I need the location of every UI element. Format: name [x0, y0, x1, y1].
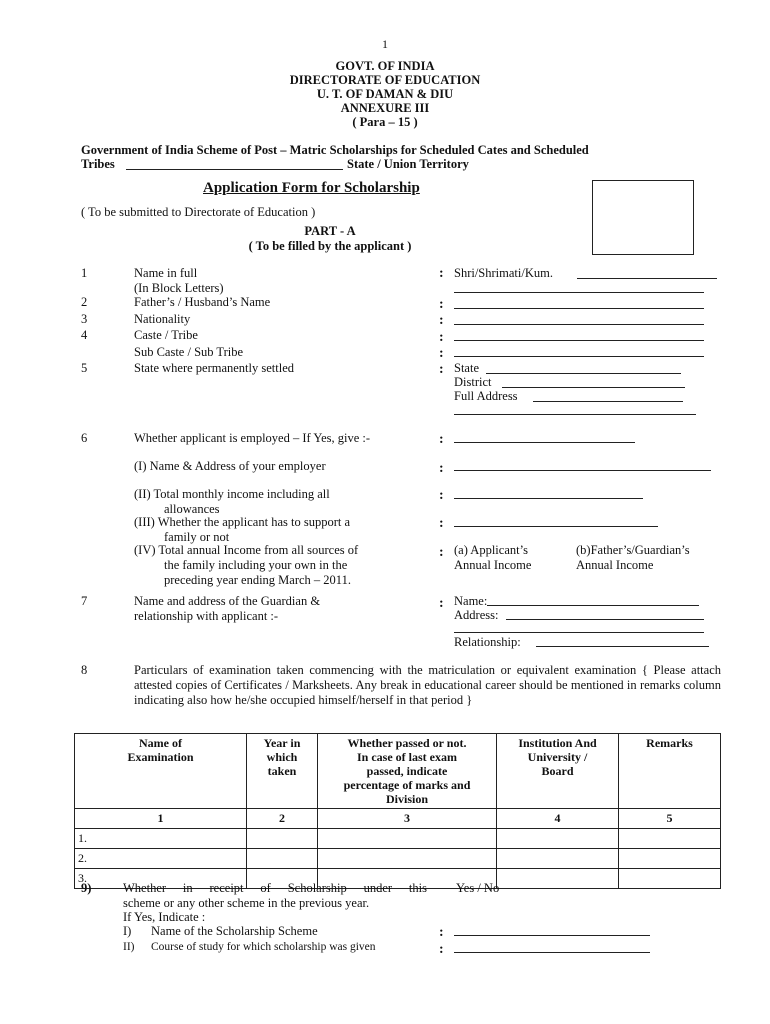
table-cell[interactable] [619, 829, 721, 849]
row-label: 1. [75, 829, 247, 849]
table-row[interactable] [75, 829, 721, 849]
guardian-address-field-line2[interactable] [454, 632, 704, 633]
header-passed: Whether passed or not. In case of last exam passed, indicate percentage of marks and Division [318, 734, 497, 809]
column-number: 2 [247, 809, 318, 829]
table-cell[interactable] [318, 829, 497, 849]
state-label: State [454, 361, 479, 375]
item9-line1: Whether in receipt of Scholarship under this [123, 881, 427, 895]
table-header-row [75, 734, 721, 809]
item4-sub-label: Sub Caste / Sub Tribe [134, 345, 244, 359]
table-cell[interactable] [247, 849, 318, 869]
item9-sub2: Course of study for which scholarship was given [151, 941, 376, 953]
course-of-study-field[interactable] [454, 952, 650, 953]
item9-sub1: Name of the Scholarship Scheme [151, 924, 318, 938]
column-number: 5 [619, 809, 721, 829]
colon: : [439, 461, 444, 476]
applicant-income-line2: Annual Income [454, 558, 532, 572]
guardian-name-field[interactable] [487, 605, 699, 606]
table-cell[interactable] [247, 829, 318, 849]
colon: : [439, 297, 444, 312]
district-field[interactable] [502, 387, 685, 388]
relationship-label: Relationship: [454, 635, 521, 649]
table-cell[interactable] [497, 829, 619, 849]
full-address-label: Full Address [454, 389, 518, 403]
item-number: 1 [81, 266, 88, 280]
state-field[interactable] [486, 373, 681, 374]
monthly-income-field[interactable] [454, 498, 643, 499]
nationality-field[interactable] [454, 324, 704, 325]
item6-sub2-line2: allowances [164, 502, 220, 516]
form-title: Application Form for Scholarship [203, 180, 420, 196]
header-annexure: ANNEXURE III [340, 101, 430, 115]
header-para: ( Para – 15 ) [352, 115, 418, 129]
item-number: 2 [81, 295, 88, 309]
name-field-line2[interactable] [454, 292, 704, 293]
column-number: 1 [75, 809, 247, 829]
scheme-line1: Government of India Scheme of Post – Matric Scholarships for Scheduled Cates and Scheduled [81, 143, 589, 157]
table-cell[interactable] [619, 869, 721, 889]
colon: : [439, 362, 444, 377]
scholarship-scheme-field[interactable] [454, 935, 650, 936]
column-number: 3 [318, 809, 497, 829]
page-number: 1 [382, 37, 388, 51]
item-number: 5 [81, 361, 88, 375]
guardian-address-field[interactable] [506, 619, 704, 620]
item9-number: 9) [81, 881, 92, 895]
item6-sub4 [134, 543, 358, 588]
item7-label-line1: Name and address of the Guardian & [134, 594, 321, 608]
table-cell[interactable] [497, 849, 619, 869]
column-number-row [75, 809, 721, 829]
item7-label-line2: relationship with applicant :- [134, 609, 279, 623]
item9-line3: If Yes, Indicate : [123, 910, 206, 924]
item4-label: Caste / Tribe [134, 328, 198, 342]
item8-text: Particulars of examination taken commencing with the matriculation or equivalent examination { Please attach attested copies of Certificates / Marksheets. Any break in educational career should be mentioned in remarks column indicating also how he/she occupied himself/herself in that period } [134, 663, 721, 707]
exam-table [74, 733, 721, 889]
full-address-field-line2[interactable] [454, 414, 696, 415]
colon: : [439, 942, 444, 957]
item-number: 3 [81, 312, 88, 326]
scheme-state: State / Union Territory [347, 157, 469, 171]
row-label: 3. [75, 869, 247, 889]
item7-label [134, 594, 320, 624]
table-cell[interactable] [619, 849, 721, 869]
column-number: 4 [497, 809, 619, 829]
header-directorate: DIRECTORATE OF EDUCATION [289, 73, 481, 87]
item-number: 4 [81, 328, 88, 342]
colon: : [439, 516, 444, 531]
district-label: District [454, 375, 492, 389]
applicant-income-line1: (a) Applicant’s [454, 543, 528, 557]
item5-label: State where permanently settled [134, 361, 295, 375]
table-cell[interactable] [497, 869, 619, 889]
colon: : [439, 313, 444, 328]
table-cell[interactable] [318, 849, 497, 869]
part-label: PART - A [304, 224, 356, 238]
guardian-name-label: Name: [454, 594, 488, 608]
item9-sub1-number: I) [123, 924, 132, 938]
subcaste-field[interactable] [454, 356, 704, 357]
row-label: 2. [75, 849, 247, 869]
item9-line2: scheme or any other scheme in the previous year. [123, 896, 370, 910]
item6-sub3 [134, 515, 350, 545]
item6-sub2-line1: (II) Total monthly income including all [134, 487, 330, 501]
item1-label-line1: Name in full [134, 266, 198, 280]
item2-label: Father’s / Husband’s Name [134, 295, 271, 309]
table-row[interactable] [75, 849, 721, 869]
item1-label [134, 266, 224, 296]
item6-sub4-line1: (IV) Total annual Income from all sources of [134, 543, 359, 557]
item9-sub2-number: II) [123, 941, 135, 953]
colon: : [439, 330, 444, 345]
father-name-field[interactable] [454, 308, 704, 309]
item9-answer[interactable]: Yes / No [456, 881, 500, 895]
item-number: 6 [81, 431, 88, 445]
colon: : [439, 925, 444, 940]
header-institution: Institution And University / Board [497, 734, 619, 809]
scheme-tribes-blank[interactable] [126, 169, 343, 170]
header-govt: GOVT. OF INDIA [335, 59, 435, 73]
father-income [576, 543, 690, 573]
item-number: 7 [81, 594, 88, 608]
item1-prefix: Shri/Shrimati/Kum. [454, 266, 553, 280]
support-family-field[interactable] [454, 526, 658, 527]
item6-label: Whether applicant is employed – If Yes, give :- [134, 431, 371, 445]
header-ut: U. T. OF DAMAN & DIU [316, 87, 454, 101]
scheme-tribes: Tribes [81, 157, 115, 171]
applicant-income [454, 543, 531, 573]
caste-field[interactable] [454, 340, 704, 341]
name-field[interactable] [577, 278, 717, 279]
header-name-of-examination: Name of Examination [75, 734, 247, 809]
photo-box[interactable] [592, 180, 694, 255]
colon: : [439, 346, 444, 361]
father-income-line2: Annual Income [576, 558, 654, 572]
employed-field[interactable] [454, 442, 635, 443]
relationship-field[interactable] [536, 646, 709, 647]
employer-field[interactable] [454, 470, 711, 471]
colon: : [439, 596, 444, 611]
item3-label: Nationality [134, 312, 191, 326]
item6-sub4-line2: the family including your own in the [164, 558, 348, 572]
submit-note: ( To be submitted to Directorate of Education ) [81, 205, 316, 219]
header-year: Year in which taken [247, 734, 318, 809]
item-number: 8 [81, 663, 88, 677]
header-remarks: Remarks [619, 734, 721, 809]
father-income-line1: (b)Father’s/Guardian’s [576, 543, 690, 557]
guardian-address-label: Address: [454, 608, 499, 622]
colon: : [439, 432, 444, 447]
colon: : [439, 488, 444, 503]
item6-sub1: (I) Name & Address of your employer [134, 459, 326, 473]
full-address-field[interactable] [533, 401, 683, 402]
part-note: ( To be filled by the applicant ) [248, 239, 412, 253]
item6-sub4-line3: preceding year ending March – 2011. [164, 573, 351, 587]
item6-sub3-line1: (III) Whether the applicant has to support a [134, 515, 351, 529]
item1-label-line2: (In Block Letters) [134, 281, 224, 295]
item6-sub3-line2: family or not [164, 530, 230, 544]
colon: : [439, 545, 444, 560]
item6-sub2 [134, 487, 330, 517]
colon: : [439, 266, 444, 281]
